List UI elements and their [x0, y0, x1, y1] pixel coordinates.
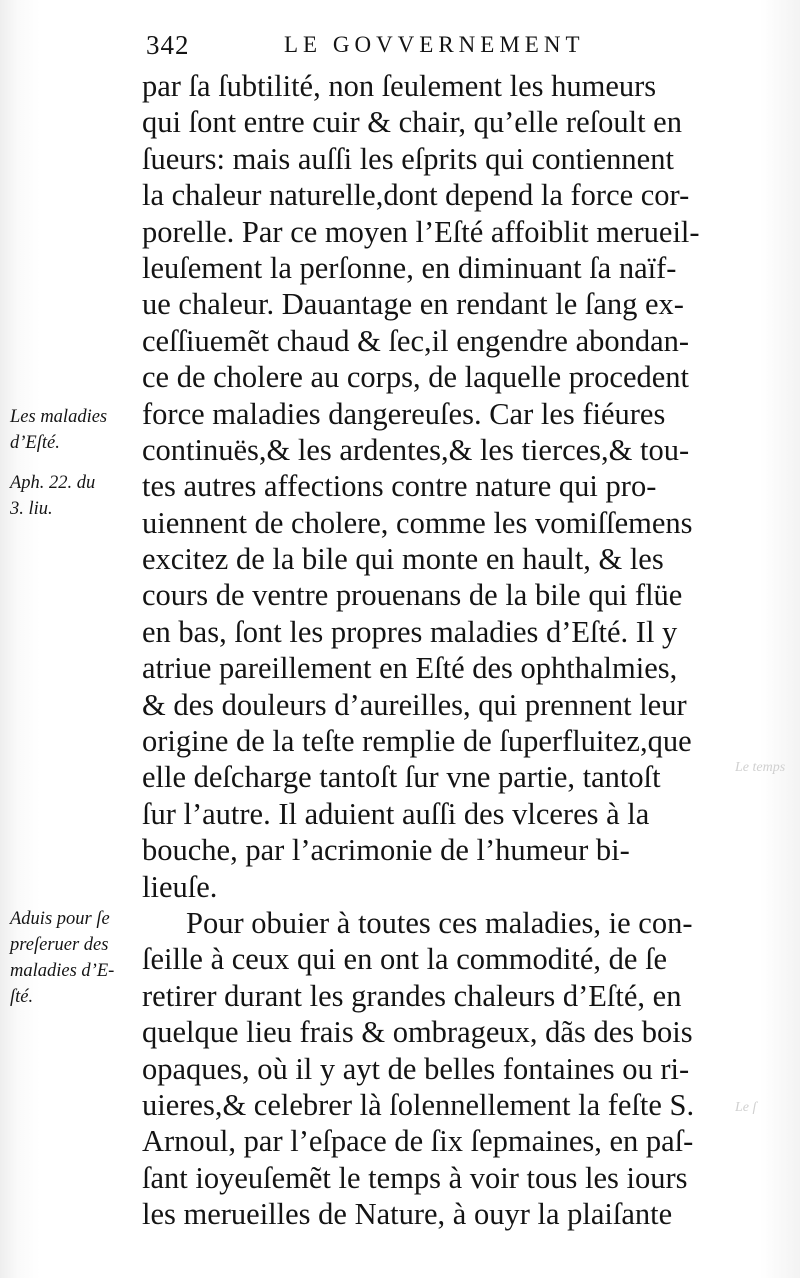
text-line: excitez de la bile qui monte en hault, & les — [142, 542, 664, 577]
margin-note-line: Aph. 22. du — [10, 473, 96, 493]
main-text — [142, 68, 732, 1233]
text-line: ce de cholere au corps, de laquelle procedent — [142, 360, 690, 395]
text-line: bouche, par l’acrimonie de l’humeur bi- — [142, 833, 630, 868]
text-line: cours de ventre prouenans de la bile qui flüe — [142, 578, 683, 613]
text-line: uieres,& celebrer là ſolennellement la feſte S. — [142, 1087, 695, 1122]
text-line: tes autres affections contre nature qui pro- — [142, 469, 657, 504]
margin-note-line: ſté. — [10, 987, 34, 1007]
margin-note-line: 3. liu. — [10, 499, 53, 519]
text-line: ſeille à ceux qui en ont la commodité, de ſe — [142, 942, 668, 977]
text-line: force maladies dangereuſes. Car les fiéures — [142, 396, 666, 431]
margin-note-maladies — [10, 404, 140, 456]
text-line: qui ſont entre cuir & chair, qu’elle reſoult en — [142, 105, 682, 140]
page-number: 342 — [146, 30, 190, 60]
text-line: & des douleurs d’aureilles, qui prennent leur — [142, 687, 687, 722]
text-line: ſur l’autre. Il aduient auſſi des vlceres à la — [142, 796, 650, 831]
running-title: LE GOVVERNEMENT — [284, 32, 585, 57]
text-line: Arnoul, par l’eſpace de ſix ſepmaines, en paſ- — [142, 1124, 694, 1159]
text-line: elle deſcharge tantoſt ſur vne partie, tantoſt — [142, 760, 661, 795]
margin-note-line: maladies d’E- — [10, 961, 115, 981]
margin-note-line: Aduis pour ſe — [10, 909, 110, 929]
text-line: en bas, ſont les propres maladies d’Eſté. Il y — [142, 614, 678, 649]
page-header — [146, 30, 726, 66]
text-line: leuſement la perſonne, en diminuant ſa naïf- — [142, 250, 677, 285]
paragraph-start-line: Pour obuier à toutes ces maladies, ie con- — [186, 905, 693, 940]
margin-note-aduis — [10, 906, 140, 1010]
text-line: porelle. Par ce moyen l’Eſté affoiblit merueil- — [142, 214, 700, 249]
text-line: par ſa ſubtilité, non ſeulement les humeurs — [142, 69, 657, 103]
text-line: origine de la teſte remplie de ſuperfluitez,que — [142, 724, 692, 759]
text-line: opaques, où il y ayt de belles fontaines ou ri- — [142, 1051, 690, 1086]
text-line: atriue pareillement en Eſté des ophthalmies, — [142, 651, 678, 686]
text-line: retirer durant les grandes chaleurs d’Eſté, en — [142, 978, 682, 1013]
text-line: ceſſiuemẽt chaud & ſec,il engendre abondan- — [142, 323, 690, 358]
margin-note-line: Les maladies — [10, 407, 108, 427]
text-line: lieuſe. — [142, 869, 218, 904]
text-line: ue chaleur. Dauantage en rendant le ſang ex- — [142, 287, 684, 322]
text-line: continuës,& les ardentes,& les tierces,& tou- — [142, 432, 690, 467]
text-line: uiennent de cholere, comme les vomiſſemens — [142, 505, 693, 540]
margin-note-aphorism — [10, 470, 140, 522]
text-line: ſant ioyeuſemẽt le temps à voir tous les iours — [142, 1160, 688, 1195]
bleed-through-text: Le temps — [735, 760, 786, 775]
margin-note-line: d’Eſté. — [10, 433, 60, 453]
text-line: ſueurs: mais auſſi les eſprits qui contiennent — [142, 141, 674, 176]
margin-note-line: preſeruer des — [10, 935, 109, 955]
bleed-through-text: Le ſ — [735, 1100, 757, 1115]
text-line: la chaleur naturelle,dont depend la force cor- — [142, 178, 690, 213]
text-line: quelque lieu frais & ombrageux, dãs des bois — [142, 1015, 693, 1050]
text-line: les merueilles de Nature, à ouyr la plaiſante — [142, 1197, 673, 1232]
